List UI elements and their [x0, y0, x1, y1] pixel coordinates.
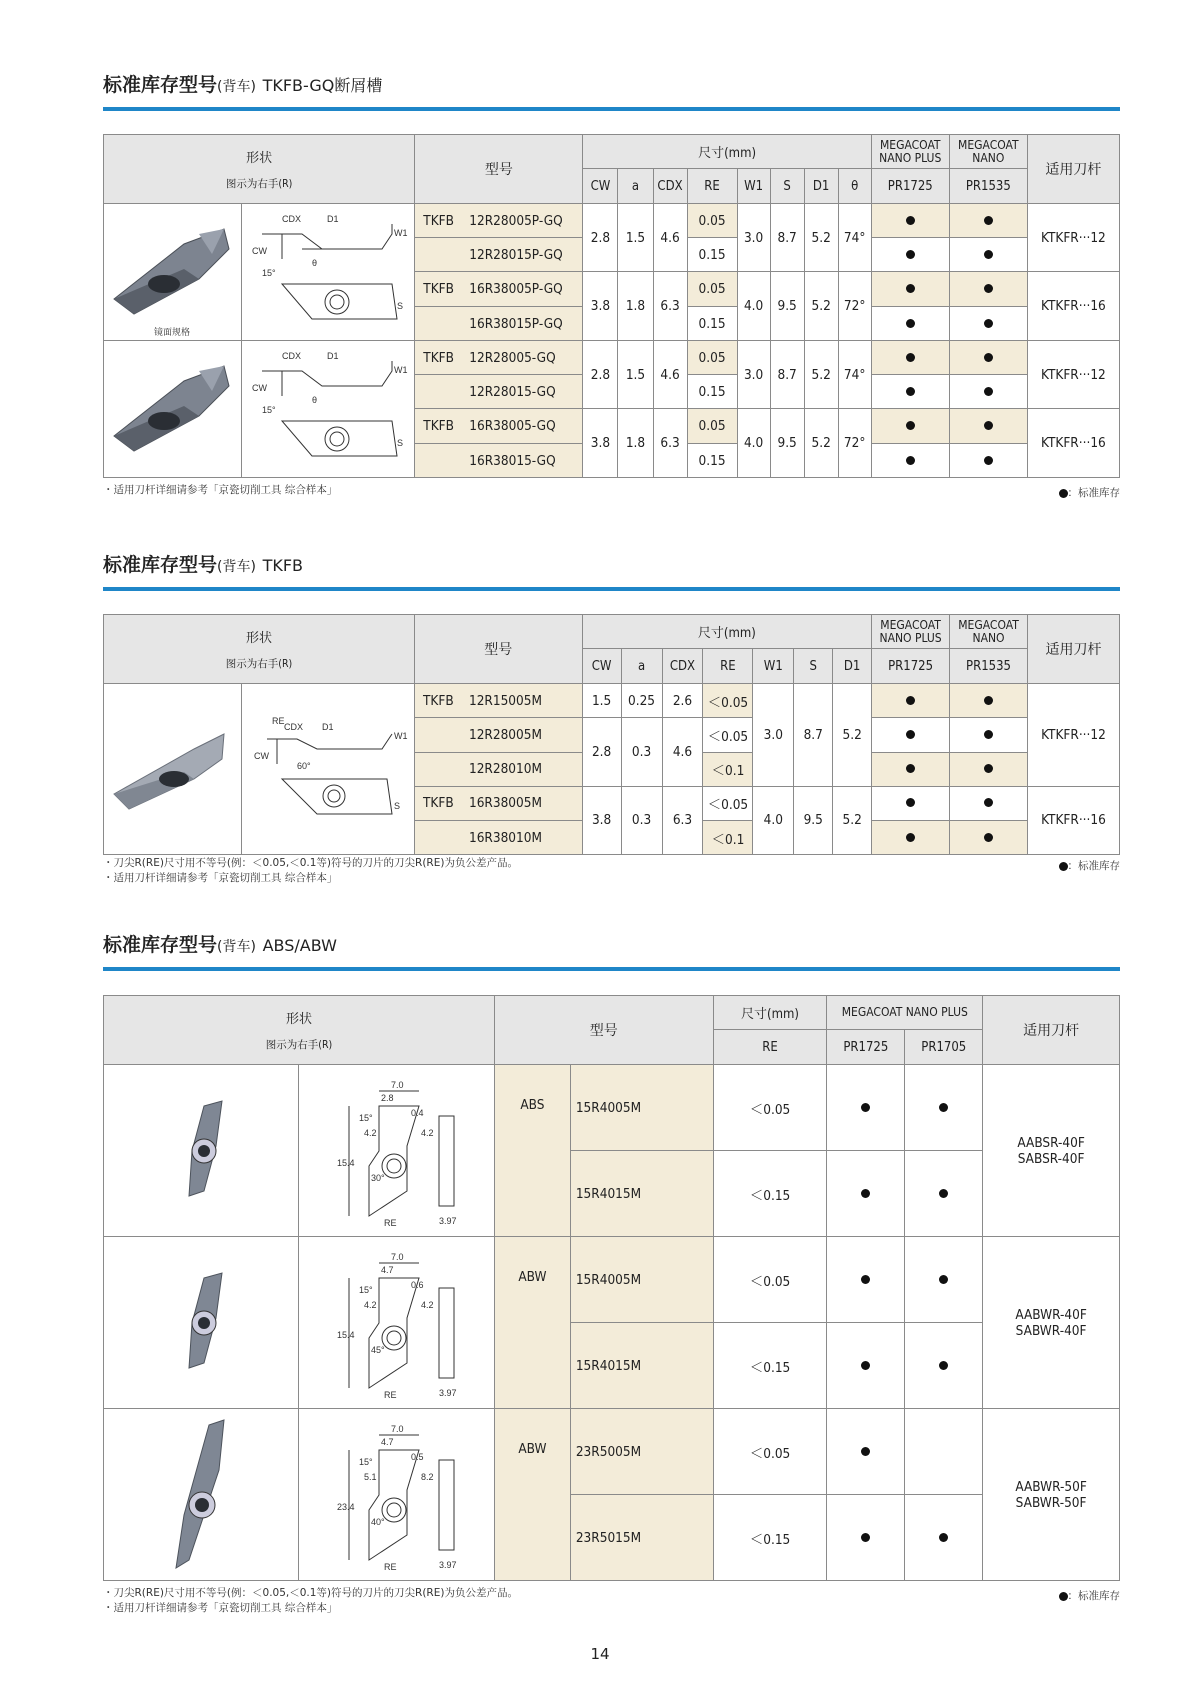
- stock-dot: [950, 684, 1028, 718]
- svg-text:8.2: 8.2: [420, 1471, 434, 1482]
- col-theta: θ: [838, 169, 871, 204]
- re-cell: 0.15: [687, 444, 737, 478]
- holder-header: 适用刀杆: [1027, 135, 1119, 204]
- svg-text:60°: 60°: [296, 761, 311, 771]
- re-cell: ＜0.05: [703, 684, 753, 718]
- model-cell: 16R38010M: [414, 821, 582, 855]
- section2-legend: ：标准库存: [1059, 858, 1121, 873]
- stock-dot: [949, 204, 1027, 238]
- stock-dot: [905, 1237, 983, 1323]
- svg-text:CW: CW: [252, 383, 268, 393]
- svg-text:3.97: 3.97: [438, 1387, 457, 1398]
- svg-text:15°: 15°: [358, 1284, 373, 1295]
- svg-text:S: S: [397, 301, 404, 311]
- section3-notes: ・刀尖R(RE)尺寸用不等号(例：＜0.05,＜0.1等)符号的刀片的刀尖R(RE)为负公差产品。 ・适用刀杆详细请参考「京瓷切削工具 综合样本」: [103, 1587, 518, 1614]
- svg-text:23.4: 23.4: [336, 1501, 355, 1512]
- model-header: 型号: [415, 135, 583, 204]
- model-cell: 23R5005M: [570, 1409, 713, 1495]
- svg-text:RE: RE: [383, 1217, 397, 1228]
- insert-photo: [104, 204, 242, 341]
- stock-dot: [949, 409, 1027, 444]
- re-cell: 0.05: [687, 409, 737, 444]
- a-cell: 1.5: [618, 341, 653, 409]
- stock-dot: [905, 1151, 983, 1237]
- cw-cell: 3.8: [582, 786, 621, 855]
- stock-dot: [950, 718, 1028, 753]
- stock-dot: [871, 307, 949, 341]
- cdx-cell: 6.3: [662, 786, 703, 855]
- svg-text:θ: θ: [312, 395, 318, 405]
- model-cell: TKFB 12R28005-GQ: [415, 341, 583, 375]
- s-cell: 9.5: [770, 272, 804, 341]
- w1-cell: 3.0: [753, 684, 794, 787]
- grade2-header: PR1535: [949, 169, 1027, 204]
- coat-header: MEGACOAT NANO PLUS: [827, 996, 983, 1030]
- holder-line: AABWR-40F: [1015, 1306, 1087, 1323]
- svg-text:40°: 40°: [370, 1516, 385, 1527]
- model-cell: TKFB 16R38005P-GQ: [415, 272, 583, 307]
- re-cell: ＜0.05: [703, 786, 753, 821]
- section1-table: [103, 134, 1120, 478]
- svg-text:15°: 15°: [358, 1456, 373, 1467]
- model-cell: TKFB 12R28005P-GQ: [415, 204, 583, 238]
- section2-rule: [103, 587, 1120, 591]
- section1-rule: [103, 107, 1120, 111]
- stock-dot: [871, 238, 949, 272]
- svg-text:15°: 15°: [358, 1112, 373, 1123]
- svg-text:4.2: 4.2: [363, 1299, 377, 1310]
- svg-text:7.0: 7.0: [390, 1423, 404, 1434]
- s-cell: 8.7: [770, 204, 804, 272]
- model-cell: TKFB 16R38005-GQ: [415, 409, 583, 444]
- insert-drawing: [298, 1409, 494, 1581]
- stock-dot: [871, 341, 949, 375]
- svg-text:4.7: 4.7: [380, 1436, 394, 1447]
- model-cell: 23R5015M: [570, 1495, 713, 1581]
- stock-dot: [827, 1151, 905, 1237]
- model-header: 型号: [494, 996, 713, 1065]
- stock-dot: [905, 1065, 983, 1151]
- holder-cell: [983, 1065, 1120, 1237]
- series-prefix: ABW: [494, 1409, 570, 1581]
- d1-cell: 5.2: [804, 204, 838, 272]
- col-d1: D1: [804, 169, 838, 204]
- re-cell: ＜0.05: [713, 1237, 827, 1323]
- svg-text:30°: 30°: [370, 1172, 385, 1183]
- model-cell: TKFB 16R38005M: [414, 786, 582, 821]
- grade1-header: PR1725: [872, 649, 950, 684]
- grade1-header: PR1725: [827, 1030, 905, 1065]
- holder-cell: KTKFR···16: [1027, 272, 1119, 341]
- stock-dot: [871, 272, 949, 307]
- stock-dot: [950, 821, 1028, 855]
- coat2-header: MEGACOAT NANO: [949, 135, 1027, 169]
- insert-photo: [104, 1409, 299, 1581]
- model-cell: 12R28015P-GQ: [415, 238, 583, 272]
- col-cdx: CDX: [653, 169, 687, 204]
- stock-dot: [872, 786, 950, 821]
- cdx-cell: 4.6: [653, 341, 687, 409]
- re-cell: ＜0.05: [713, 1065, 827, 1151]
- svg-text:0.5: 0.5: [410, 1451, 424, 1462]
- cw-cell: 1.5: [582, 684, 621, 718]
- holder-cell: [983, 1409, 1120, 1581]
- s-cell: 9.5: [794, 786, 833, 855]
- insert-drawing: [242, 341, 415, 478]
- model-cell: 15R4015M: [570, 1323, 713, 1409]
- model-cell: 12R28015-GQ: [415, 375, 583, 409]
- section3-title: 标准库存型号(背车) ABS/ABW: [103, 934, 337, 956]
- re-cell: 0.05: [687, 204, 737, 238]
- stock-dot: [872, 752, 950, 786]
- stock-dot: [949, 444, 1027, 478]
- svg-text:4.7: 4.7: [380, 1264, 394, 1275]
- stock-dot: [950, 786, 1028, 821]
- svg-text:4.2: 4.2: [420, 1299, 434, 1310]
- col-w1: W1: [737, 169, 770, 204]
- col-re: RE: [687, 169, 737, 204]
- col-re: RE: [703, 649, 753, 684]
- model-cell: TKFB 12R15005M: [414, 684, 582, 718]
- svg-text:CDX: CDX: [282, 214, 302, 224]
- model-cell: 16R38015P-GQ: [415, 307, 583, 341]
- section3-table: [103, 995, 1120, 1581]
- svg-text:D1: D1: [321, 722, 334, 732]
- stock-dot: [872, 718, 950, 753]
- holder-line: SABWR-40F: [1015, 1322, 1087, 1339]
- stock-dot: [871, 375, 949, 409]
- cw-cell: 2.8: [583, 341, 618, 409]
- holder-cell: KTKFR···16: [1027, 409, 1119, 478]
- d1-cell: 5.2: [833, 786, 872, 855]
- col-a: a: [618, 169, 653, 204]
- stock-dot: [871, 409, 949, 444]
- re-cell: ＜0.15: [713, 1151, 827, 1237]
- theta-cell: 72°: [838, 409, 871, 478]
- svg-text:0.4: 0.4: [410, 1107, 424, 1118]
- s-cell: 8.7: [770, 341, 804, 409]
- model-cell: 16R38015-GQ: [415, 444, 583, 478]
- stock-dot: [827, 1495, 905, 1581]
- col-re: RE: [713, 1030, 827, 1065]
- model-header: 型号: [414, 615, 582, 684]
- re-cell: ＜0.1: [703, 752, 753, 786]
- col-a: a: [621, 649, 662, 684]
- stock-dot: [905, 1495, 983, 1581]
- svg-text:θ: θ: [312, 258, 318, 268]
- grade2-header: PR1705: [905, 1030, 983, 1065]
- stock-dot: [905, 1409, 983, 1495]
- svg-text:15°: 15°: [262, 405, 276, 415]
- cdx-cell: 6.3: [653, 409, 687, 478]
- d1-cell: 5.2: [833, 684, 872, 787]
- holder-cell: KTKFR···12: [1027, 204, 1119, 272]
- stock-dot: [872, 684, 950, 718]
- holder-cell: KTKFR···12: [1027, 684, 1119, 787]
- insert-photo: [104, 1237, 299, 1409]
- dims-header: 尺寸(mm): [582, 615, 871, 649]
- holder-header: 适用刀杆: [983, 996, 1120, 1065]
- re-cell: ＜0.05: [703, 718, 753, 753]
- cdx-cell: 2.6: [662, 684, 703, 718]
- stock-dot: [949, 341, 1027, 375]
- cdx-cell: 4.6: [662, 718, 703, 787]
- model-cell: 15R4005M: [570, 1237, 713, 1323]
- a-cell: 0.3: [621, 718, 662, 787]
- stock-dot: [871, 204, 949, 238]
- svg-text:CDX: CDX: [283, 722, 303, 732]
- svg-text:D1: D1: [327, 351, 339, 361]
- section2-title: 标准库存型号(背车) TKFB: [103, 554, 304, 576]
- d1-cell: 5.2: [804, 341, 838, 409]
- col-s: S: [794, 649, 833, 684]
- svg-text:7.0: 7.0: [390, 1079, 404, 1090]
- model-cell: 15R4015M: [570, 1151, 713, 1237]
- page-number: 14: [590, 1645, 610, 1663]
- svg-text:RE: RE: [383, 1389, 397, 1400]
- section2-notes: ・刀尖R(RE)尺寸用不等号(例：＜0.05,＜0.1等)符号的刀片的刀尖R(RE)为负公差产品。 ・适用刀杆详细请参考「京瓷切削工具 综合样本」: [103, 857, 518, 884]
- series-prefix: ABW: [494, 1237, 570, 1409]
- insert-photo: [104, 1065, 299, 1237]
- insert-drawing: [242, 204, 415, 341]
- stock-dot: [950, 752, 1028, 786]
- col-d1: D1: [833, 649, 872, 684]
- col-w1: W1: [753, 649, 794, 684]
- s-cell: 8.7: [794, 684, 833, 787]
- re-cell: 0.15: [687, 238, 737, 272]
- col-cdx: CDX: [662, 649, 703, 684]
- holder-cell: [983, 1237, 1120, 1409]
- holder-cell: KTKFR···12: [1027, 341, 1119, 409]
- re-cell: ＜0.05: [713, 1409, 827, 1495]
- shape-header: 形状 图示为右手(R): [104, 135, 415, 204]
- w1-cell: 4.0: [737, 409, 770, 478]
- stock-dot: [905, 1323, 983, 1409]
- section3-rule: [103, 967, 1120, 971]
- section3-legend: ：标准库存: [1059, 1588, 1121, 1603]
- col-cw: CW: [582, 649, 621, 684]
- holder-cell: KTKFR···16: [1027, 786, 1119, 855]
- theta-cell: 72°: [838, 272, 871, 341]
- svg-text:7.0: 7.0: [390, 1251, 404, 1262]
- stock-dot: [871, 444, 949, 478]
- col-s: S: [770, 169, 804, 204]
- theta-cell: 74°: [838, 341, 871, 409]
- re-cell: ＜0.15: [713, 1323, 827, 1409]
- stock-dot: [827, 1237, 905, 1323]
- holder-line: AABSR-40F: [1017, 1134, 1085, 1151]
- svg-text:4.2: 4.2: [363, 1127, 377, 1138]
- re-cell: 0.05: [687, 341, 737, 375]
- series-prefix: ABS: [494, 1065, 570, 1237]
- holder-line: SABSR-40F: [1017, 1150, 1085, 1167]
- coat1-header: MEGACOAT NANO PLUS: [871, 135, 949, 169]
- insert-photo: [104, 341, 242, 478]
- section1-title: 标准库存型号(背车) TKFB-GQ断屑槽: [103, 74, 383, 96]
- stock-dot: [872, 821, 950, 855]
- svg-text:3.97: 3.97: [438, 1215, 457, 1226]
- svg-text:S: S: [393, 801, 400, 811]
- w1-cell: 3.0: [737, 341, 770, 409]
- section1-legend: ：标准库存: [1059, 485, 1121, 500]
- theta-cell: 74°: [838, 204, 871, 272]
- cw-cell: 2.8: [583, 204, 618, 272]
- cdx-cell: 4.6: [653, 204, 687, 272]
- cdx-cell: 6.3: [653, 272, 687, 341]
- svg-text:W1: W1: [394, 365, 408, 375]
- section2-table: [103, 614, 1120, 855]
- shape-header: 形状 图示为右手(R): [104, 615, 415, 684]
- re-cell: 0.15: [687, 307, 737, 341]
- dims-header: 尺寸(mm): [713, 996, 827, 1030]
- stock-dot: [827, 1409, 905, 1495]
- svg-text:3.97: 3.97: [438, 1559, 457, 1570]
- grade2-header: PR1535: [950, 649, 1028, 684]
- insert-drawing: [241, 684, 414, 855]
- re-cell: 0.15: [687, 375, 737, 409]
- stock-dot: [949, 375, 1027, 409]
- cw-cell: 3.8: [583, 272, 618, 341]
- coat1-header: MEGACOAT NANO PLUS: [872, 615, 950, 649]
- stock-dot: [949, 238, 1027, 272]
- dims-header: 尺寸(mm): [583, 135, 871, 169]
- insert-drawing: [298, 1237, 494, 1409]
- s-cell: 9.5: [770, 409, 804, 478]
- svg-text:2.8: 2.8: [380, 1092, 394, 1103]
- holder-line: AABWR-50F: [1015, 1478, 1087, 1495]
- svg-text:D1: D1: [327, 214, 339, 224]
- a-cell: 1.8: [618, 272, 653, 341]
- legend-dot: [1059, 489, 1068, 498]
- svg-text:S: S: [397, 438, 404, 448]
- svg-text:CW: CW: [253, 751, 269, 761]
- svg-text:45°: 45°: [370, 1344, 385, 1355]
- svg-text:15.4: 15.4: [336, 1329, 355, 1340]
- stock-dot: [949, 272, 1027, 307]
- svg-text:CDX: CDX: [282, 351, 302, 361]
- w1-cell: 4.0: [737, 272, 770, 341]
- model-cell: 15R4005M: [570, 1065, 713, 1151]
- svg-text:RE: RE: [271, 716, 285, 726]
- legend-dot: [1059, 1592, 1068, 1601]
- col-cw: CW: [583, 169, 618, 204]
- cw-cell: 2.8: [582, 718, 621, 787]
- grade1-header: PR1725: [871, 169, 949, 204]
- mirror-spec-caption: 镜面规格: [154, 328, 191, 338]
- holder-line: SABWR-50F: [1015, 1494, 1087, 1511]
- d1-cell: 5.2: [804, 409, 838, 478]
- svg-text:4.2: 4.2: [420, 1127, 434, 1138]
- svg-text:W1: W1: [394, 228, 408, 238]
- insert-photo: [104, 684, 242, 855]
- legend-dot: [1059, 862, 1068, 871]
- svg-text:W1: W1: [393, 731, 408, 741]
- shape-header: 形状 图示为右手(R): [104, 996, 495, 1065]
- svg-text:0.6: 0.6: [410, 1279, 424, 1290]
- stock-dot: [949, 307, 1027, 341]
- re-cell: ＜0.1: [703, 821, 753, 855]
- svg-text:15°: 15°: [262, 268, 276, 278]
- coat2-header: MEGACOAT NANO: [950, 615, 1028, 649]
- svg-text:15.4: 15.4: [336, 1157, 355, 1168]
- re-cell: ＜0.15: [713, 1495, 827, 1581]
- model-cell: 12R28005M: [414, 718, 582, 753]
- holder-header: 适用刀杆: [1027, 615, 1119, 684]
- svg-text:RE: RE: [383, 1561, 397, 1572]
- stock-dot: [827, 1323, 905, 1409]
- stock-dot: [827, 1065, 905, 1151]
- a-cell: 1.5: [618, 204, 653, 272]
- insert-drawing: [298, 1065, 494, 1237]
- d1-cell: 5.2: [804, 272, 838, 341]
- a-cell: 1.8: [618, 409, 653, 478]
- a-cell: 0.3: [621, 786, 662, 855]
- w1-cell: 3.0: [737, 204, 770, 272]
- re-cell: 0.05: [687, 272, 737, 307]
- section1-notes: ・适用刀杆详细请参考「京瓷切削工具 综合样本」: [103, 484, 338, 496]
- a-cell: 0.25: [621, 684, 662, 718]
- w1-cell: 4.0: [753, 786, 794, 855]
- cw-cell: 3.8: [583, 409, 618, 478]
- svg-text:CW: CW: [252, 246, 268, 256]
- svg-text:5.1: 5.1: [363, 1471, 377, 1482]
- model-cell: 12R28010M: [414, 752, 582, 786]
